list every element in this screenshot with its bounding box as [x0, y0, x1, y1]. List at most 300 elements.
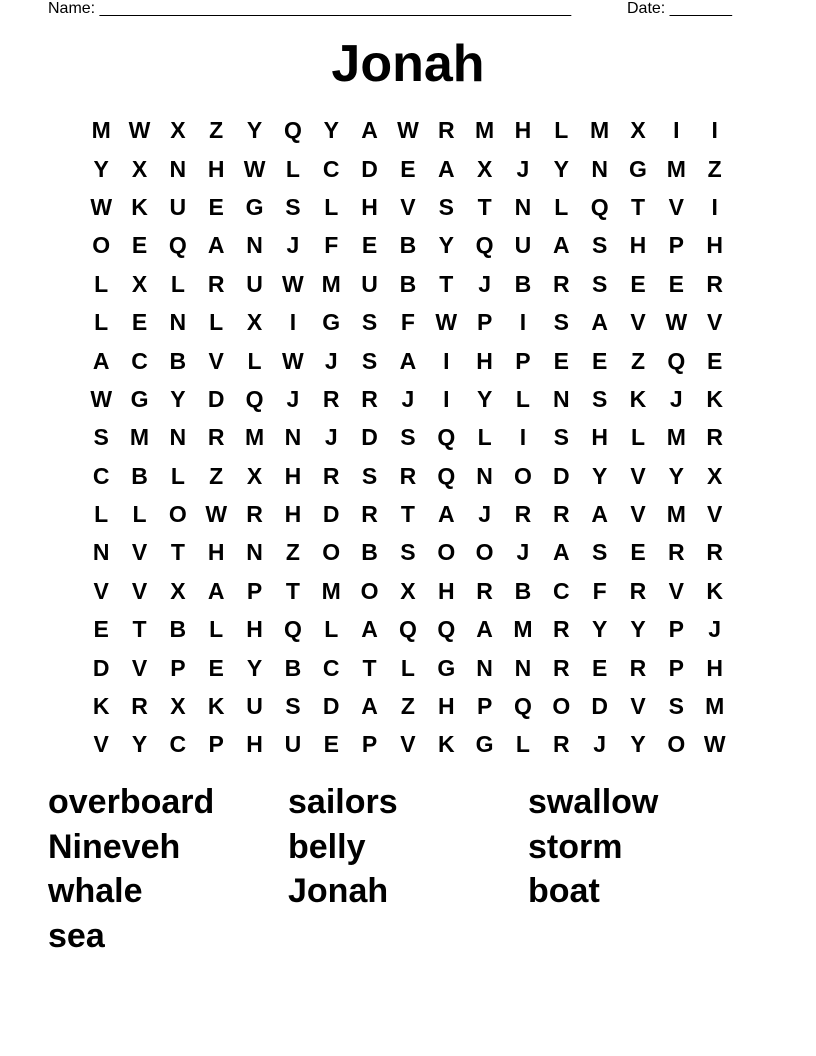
grid-letter: R	[361, 501, 378, 528]
grid-letter: O	[360, 577, 379, 604]
grid-row	[82, 341, 734, 379]
grid-letter: I	[673, 117, 680, 144]
grid-letter: B	[131, 462, 148, 489]
grid-letter: L	[170, 270, 185, 297]
grid-letter: W	[282, 347, 304, 374]
name-line: Name: _____________________________________________________	[48, 0, 572, 17]
grid-letter: A	[591, 501, 608, 528]
grid-letter: U	[169, 193, 187, 220]
grid-letter: L	[400, 654, 415, 681]
grid-letter: R	[629, 654, 647, 681]
grid-letter: L	[630, 424, 646, 451]
grid-letter: L	[132, 501, 147, 528]
grid-letter: L	[94, 309, 109, 336]
grid-letter: B	[284, 654, 302, 681]
grid-letter: H	[514, 117, 532, 144]
grid-letter: N	[514, 654, 532, 681]
grid-row	[82, 226, 734, 264]
grid-row	[82, 648, 734, 686]
grid-letter: L	[324, 193, 339, 220]
grid-letter: N	[552, 385, 570, 412]
grid-letter: L	[515, 385, 530, 412]
grid-letter: N	[169, 424, 187, 451]
grid-letter: R	[552, 731, 570, 758]
grid-letter: Y	[246, 654, 263, 681]
grid-letter: H	[629, 232, 647, 259]
grid-letter: N	[284, 424, 302, 451]
grid-letter: E	[131, 309, 148, 336]
date-line: Date: _______	[627, 0, 732, 17]
grid-letter: N	[591, 155, 608, 182]
grid-letter: X	[170, 577, 186, 604]
grid-letter: M	[705, 693, 725, 720]
grid-letter: R	[514, 501, 532, 528]
grid-letter: P	[515, 347, 531, 374]
grid-letter: J	[286, 232, 300, 259]
grid-letter: E	[553, 347, 569, 374]
grid-letter: F	[592, 577, 607, 604]
grid-letter: R	[361, 385, 378, 412]
grid-row	[82, 111, 734, 149]
grid-letter: E	[208, 193, 224, 220]
grid-letter: S	[285, 693, 301, 720]
grid-letter: D	[361, 424, 378, 451]
grid-letter: M	[321, 270, 341, 297]
grid-letter: L	[170, 462, 185, 489]
grid-letter: F	[400, 309, 415, 336]
grid-letter: D	[207, 385, 225, 412]
grid-letter: B	[169, 347, 187, 374]
grid-letter: L	[94, 501, 109, 528]
grid-letter: D	[322, 501, 340, 528]
grid-letter: S	[591, 270, 608, 297]
grid-letter: X	[400, 577, 416, 604]
grid-letter: N	[514, 193, 532, 220]
grid-letter: J	[286, 385, 300, 412]
grid-letter: N	[246, 232, 263, 259]
grid-letter: Y	[131, 731, 148, 758]
grid-letter: X	[246, 462, 263, 489]
grid-letter: H	[361, 193, 378, 220]
grid-letter: B	[514, 577, 532, 604]
grid-letter: P	[170, 654, 186, 681]
grid-letter: R	[322, 462, 340, 489]
grid-letter: C	[92, 462, 110, 489]
grid-letter: Z	[209, 117, 224, 144]
grid-letter: H	[591, 424, 608, 451]
grid-letter: A	[207, 577, 225, 604]
grid-letter: V	[707, 309, 723, 336]
grid-letter: O	[475, 539, 494, 566]
grid-letter: K	[131, 193, 148, 220]
word-list-item: swallow	[528, 783, 659, 821]
grid-letter: B	[361, 539, 378, 566]
grid-letter: P	[246, 577, 263, 604]
grid-letter: X	[131, 155, 148, 182]
grid-letter: T	[170, 539, 185, 566]
grid-letter: V	[707, 501, 723, 528]
grid-letter: D	[322, 693, 340, 720]
word-list-item: sea	[48, 917, 105, 956]
grid-letter: R	[552, 501, 570, 528]
grid-letter: Z	[285, 539, 300, 566]
word-list-item: Nineveh	[48, 827, 181, 866]
grid-letter: Y	[591, 616, 608, 643]
grid-letter: A	[399, 347, 417, 374]
grid-letter: T	[285, 577, 300, 604]
grid-letter: P	[668, 654, 684, 681]
grid-letter: R	[629, 577, 647, 604]
grid-row	[82, 495, 734, 533]
grid-letter: S	[285, 193, 301, 220]
grid-letter: A	[207, 232, 225, 259]
grid-letter: G	[245, 193, 264, 220]
grid-letter: L	[247, 347, 262, 374]
grid-letter: Y	[668, 462, 684, 489]
grid-letter: W	[205, 501, 228, 528]
word-list-item: overboard	[48, 783, 215, 821]
grid-letter: E	[93, 616, 109, 643]
grid-letter: M	[666, 501, 686, 528]
grid-letter: R	[706, 424, 723, 451]
grid-letter: P	[476, 693, 493, 720]
grid-letter: M	[129, 424, 150, 451]
grid-row	[82, 457, 734, 495]
grid-letter: L	[554, 193, 569, 220]
grid-letter: S	[591, 232, 608, 259]
grid-letter: Z	[400, 693, 415, 720]
grid-letter: K	[706, 385, 723, 412]
grid-letter: Y	[170, 385, 186, 412]
grid-letter: C	[322, 654, 340, 681]
grid-letter: R	[437, 117, 455, 144]
grid-letter: J	[669, 385, 683, 412]
grid-letter: Q	[245, 385, 264, 412]
grid-letter: Q	[168, 232, 187, 259]
grid-row	[82, 418, 734, 456]
grid-letter: E	[668, 270, 684, 297]
grid-letter: U	[361, 270, 378, 297]
grid-letter: V	[630, 693, 646, 720]
grid-letter: P	[208, 731, 224, 758]
grid-letter: R	[552, 270, 570, 297]
grid-letter: R	[207, 424, 225, 451]
grid-row	[82, 725, 734, 763]
grid-letter: E	[131, 232, 148, 259]
grid-letter: Y	[323, 117, 339, 144]
grid-letter: X	[170, 117, 186, 144]
grid-letter: E	[707, 347, 723, 374]
grid-letter: U	[284, 731, 302, 758]
grid-letter: W	[128, 117, 151, 144]
grid-letter: S	[93, 424, 109, 451]
grid-letter: S	[400, 539, 416, 566]
grid-letter: L	[209, 309, 224, 336]
grid-letter: S	[553, 309, 569, 336]
grid-letter: O	[552, 693, 571, 720]
grid-letter: A	[437, 501, 455, 528]
grid-letter: J	[478, 501, 491, 528]
grid-letter: O	[92, 232, 111, 259]
grid-letter: O	[437, 539, 456, 566]
grid-letter: H	[476, 347, 493, 374]
grid-letter: E	[323, 731, 339, 758]
grid-letter: Y	[630, 616, 646, 643]
grid-letter: V	[630, 501, 646, 528]
grid-letter: X	[476, 155, 493, 182]
grid-letter: N	[169, 309, 187, 336]
grid-letter: T	[439, 270, 454, 297]
grid-letter: D	[361, 155, 378, 182]
grid-letter: Q	[283, 117, 302, 144]
grid-row	[82, 610, 734, 648]
grid-letter: Z	[630, 347, 646, 374]
grid-letter: K	[437, 731, 455, 758]
grid-letter: L	[94, 270, 109, 297]
word-list-item: Jonah	[288, 872, 389, 911]
grid-letter: M	[666, 155, 686, 182]
grid-letter: R	[476, 577, 493, 604]
word-list-item: whale	[48, 872, 143, 911]
grid-letter: T	[132, 616, 147, 643]
grid-letter: W	[90, 385, 113, 412]
grid-letter: K	[207, 693, 225, 720]
grid-letter: K	[92, 693, 110, 720]
grid-letter: E	[591, 347, 608, 374]
grid-letter: U	[246, 270, 263, 297]
grid-letter: O	[168, 501, 187, 528]
grid-letter: S	[591, 385, 608, 412]
grid-letter: K	[629, 385, 647, 412]
grid-letter: X	[246, 309, 263, 336]
word-list-item: boat	[528, 872, 600, 911]
grid-letter: R	[322, 385, 340, 412]
grid-letter: A	[476, 616, 493, 643]
grid-letter: V	[668, 193, 684, 220]
grid-letter: Y	[438, 232, 454, 259]
page-title: Jonah	[331, 35, 485, 93]
grid-letter: S	[438, 193, 454, 220]
grid-letter: C	[322, 155, 340, 182]
grid-letter: D	[591, 693, 608, 720]
grid-letter: Q	[437, 424, 456, 451]
grid-row	[82, 380, 734, 418]
grid-letter: I	[289, 309, 297, 336]
grid-letter: B	[399, 232, 417, 259]
grid-letter: H	[246, 731, 263, 758]
grid-row	[82, 265, 734, 303]
grid-letter: I	[443, 385, 450, 412]
grid-letter: U	[514, 232, 532, 259]
grid-letter: V	[93, 577, 109, 604]
grid-row	[82, 303, 734, 341]
grid-letter: B	[169, 616, 187, 643]
grid-letter: D	[92, 654, 110, 681]
grid-letter: S	[361, 462, 378, 489]
grid-letter: E	[630, 539, 646, 566]
grid-letter: L	[554, 117, 569, 144]
grid-letter: P	[361, 731, 378, 758]
grid-letter: V	[131, 577, 148, 604]
grid-letter: E	[208, 654, 224, 681]
grid-letter: R	[399, 462, 417, 489]
grid-letter: S	[591, 539, 608, 566]
grid-letter: H	[437, 577, 455, 604]
grid-letter: R	[131, 693, 148, 720]
grid-letter: Y	[553, 155, 569, 182]
grid-letter: I	[519, 309, 527, 336]
grid-letter: K	[706, 577, 723, 604]
grid-letter: F	[324, 232, 339, 259]
grid-letter: R	[552, 616, 570, 643]
grid-letter: A	[361, 616, 378, 643]
grid-letter: S	[361, 309, 378, 336]
grid-letter: V	[400, 193, 416, 220]
grid-letter: Z	[209, 462, 224, 489]
grid-letter: A	[361, 117, 378, 144]
grid-letter: S	[553, 424, 569, 451]
grid-letter: Q	[398, 616, 417, 643]
grid-letter: Y	[93, 155, 109, 182]
grid-letter: C	[552, 577, 570, 604]
grid-letter: M	[513, 616, 533, 643]
grid-letter: D	[552, 462, 570, 489]
grid-letter: R	[207, 270, 225, 297]
grid-letter: H	[706, 232, 723, 259]
grid-letter: Q	[590, 193, 609, 220]
grid-letter: L	[285, 155, 300, 182]
grid-letter: B	[399, 270, 417, 297]
grid-letter: I	[443, 347, 450, 374]
grid-letter: H	[207, 539, 225, 566]
grid-letter: I	[519, 424, 527, 451]
grid-letter: O	[514, 462, 532, 489]
grid-letter: N	[476, 654, 493, 681]
grid-letter: M	[321, 577, 341, 604]
grid-letter: J	[708, 616, 722, 643]
grid-letter: A	[437, 155, 455, 182]
grid-letter: Y	[476, 385, 493, 412]
grid-letter: V	[208, 347, 224, 374]
grid-letter: J	[324, 347, 338, 374]
grid-letter: J	[324, 424, 338, 451]
grid-letter: Q	[475, 232, 494, 259]
grid-letter: L	[515, 731, 530, 758]
grid-letter: E	[400, 155, 416, 182]
grid-letter: R	[706, 539, 723, 566]
grid-letter: X	[170, 693, 186, 720]
grid-letter: V	[93, 731, 109, 758]
grid-letter: Q	[437, 616, 456, 643]
grid-letter: J	[478, 270, 491, 297]
grid-letter: G	[475, 731, 494, 758]
grid-letter: S	[400, 424, 416, 451]
grid-letter: M	[91, 117, 111, 144]
grid-letter: E	[591, 654, 608, 681]
grid-letter: W	[703, 731, 726, 758]
grid-letter: V	[400, 731, 416, 758]
grid-letter: W	[397, 117, 419, 144]
letter-grid	[82, 111, 734, 764]
grid-letter: W	[435, 309, 458, 336]
grid-letter: Z	[707, 155, 722, 182]
grid-letter: N	[92, 539, 110, 566]
grid-letter: V	[630, 462, 646, 489]
grid-row	[82, 687, 734, 725]
word-list-item: sailors	[288, 783, 398, 821]
grid-letter: Q	[667, 347, 686, 374]
grid-letter: V	[630, 309, 646, 336]
grid-letter: R	[246, 501, 263, 528]
word-list-item: belly	[288, 827, 366, 866]
grid-letter: Y	[246, 117, 263, 144]
grid-letter: L	[324, 616, 339, 643]
grid-letter: L	[477, 424, 492, 451]
grid-letter: T	[630, 193, 646, 220]
grid-letter: V	[668, 577, 684, 604]
grid-letter: W	[282, 270, 304, 297]
grid-letter: S	[361, 347, 378, 374]
grid-letter: M	[590, 117, 610, 144]
grid-letter: V	[131, 539, 148, 566]
grid-letter: Y	[630, 731, 646, 758]
grid-letter: J	[516, 539, 530, 566]
grid-letter: G	[629, 155, 647, 182]
word-list-item: storm	[528, 827, 623, 866]
grid-letter: B	[514, 270, 532, 297]
grid-letter: G	[322, 309, 341, 336]
grid-letter: G	[130, 385, 149, 412]
word-list	[48, 780, 768, 959]
grid-letter: R	[552, 654, 570, 681]
grid-letter: I	[711, 117, 718, 144]
grid-letter: J	[401, 385, 415, 412]
grid-row	[82, 188, 734, 226]
grid-letter: H	[284, 462, 302, 489]
grid-letter: H	[207, 155, 225, 182]
grid-letter: S	[668, 693, 684, 720]
grid-letter: X	[707, 462, 723, 489]
grid-letter: N	[476, 462, 493, 489]
grid-letter: W	[243, 155, 266, 182]
grid-letter: R	[668, 539, 685, 566]
grid-letter: C	[131, 347, 148, 374]
grid-letter: X	[131, 270, 148, 297]
grid-letter: H	[246, 616, 263, 643]
grid-letter: L	[209, 616, 224, 643]
grid-letter: Q	[514, 693, 532, 720]
grid-letter: Q	[283, 616, 302, 643]
grid-letter: E	[361, 232, 378, 259]
grid-letter: T	[400, 501, 415, 528]
grid-letter: J	[516, 155, 530, 182]
grid-row	[82, 149, 734, 187]
grid-letter: N	[169, 155, 187, 182]
grid-letter: W	[90, 193, 113, 220]
grid-letter: A	[591, 309, 608, 336]
grid-letter: H	[284, 501, 302, 528]
grid-row	[82, 533, 734, 571]
grid-letter: N	[246, 539, 263, 566]
grid-letter: Y	[591, 462, 608, 489]
grid-letter: W	[665, 309, 688, 336]
grid-letter: P	[668, 232, 684, 259]
grid-row	[82, 572, 734, 610]
grid-letter: T	[477, 193, 492, 220]
grid-letter: X	[630, 117, 646, 144]
grid-letter: M	[666, 424, 686, 451]
grid-letter: U	[246, 693, 263, 720]
